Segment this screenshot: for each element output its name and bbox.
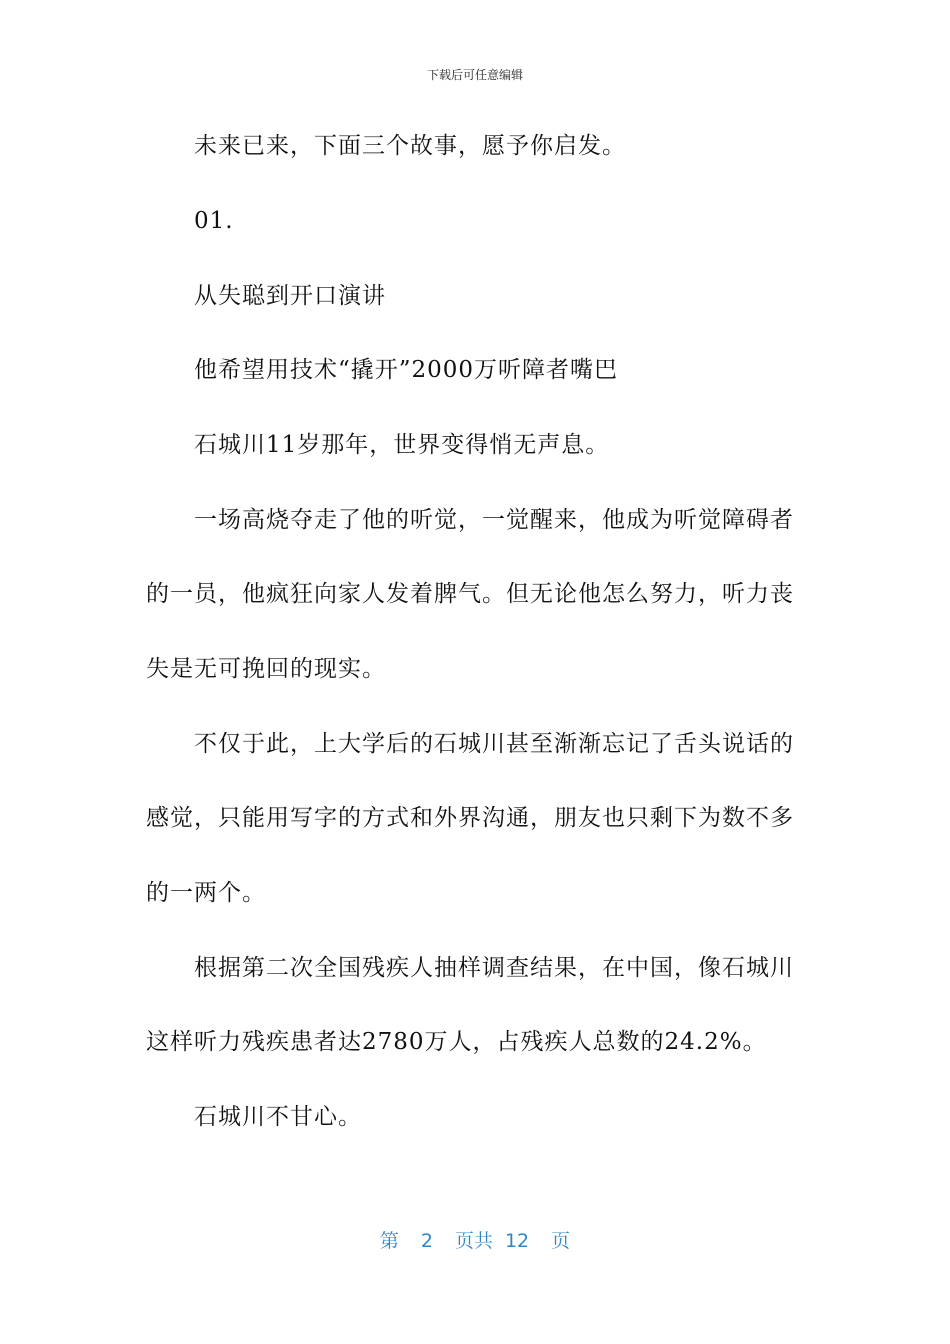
paragraph-line: 石城川不甘心。 [194,1104,362,1130]
section-title: 从失聪到开口演讲 [194,283,386,309]
paragraph-line: 这样听力残疾患者达2780万人，占残疾人总数的24.2%。 [146,1029,767,1055]
footer-page-number: 2 [420,1230,433,1252]
paragraph-line: 的一两个。 [146,880,266,906]
paragraph-line: 的一员，他疯狂向家人发着脾气。但无论他怎么努力，听力丧 [146,581,794,607]
footer-prefix: 第 [379,1230,399,1252]
paragraph-line: 石城川11岁那年，世界变得悄无声息。 [194,432,610,458]
footer-middle: 页共 [454,1230,493,1252]
page-header-note: 下载后可任意编辑 [426,68,523,82]
section-number: 01. [194,208,234,234]
page-footer [0,1226,950,1253]
paragraph-line: 一场高烧夺走了他的听觉，一觉醒来，他成为听觉障碍者 [194,507,794,533]
paragraph-line: 不仅于此，上大学后的石城川甚至渐渐忘记了舌头说话的 [194,731,794,757]
footer-suffix: 页 [551,1230,571,1252]
section-subtitle: 他希望用技术“撬开”2000万听障者嘴巴 [194,357,619,383]
paragraph-line: 根据第二次全国残疾人抽样调查结果，在中国，像石城川 [194,955,794,981]
paragraph-line: 失是无可挽回的现实。 [146,656,386,682]
paragraph-line: 未来已来，下面三个故事，愿予你启发。 [194,133,626,159]
paragraph-line: 感觉，只能用写字的方式和外界沟通，朋友也只剩下为数不多 [146,805,794,831]
footer-total-pages: 12 [504,1230,530,1252]
